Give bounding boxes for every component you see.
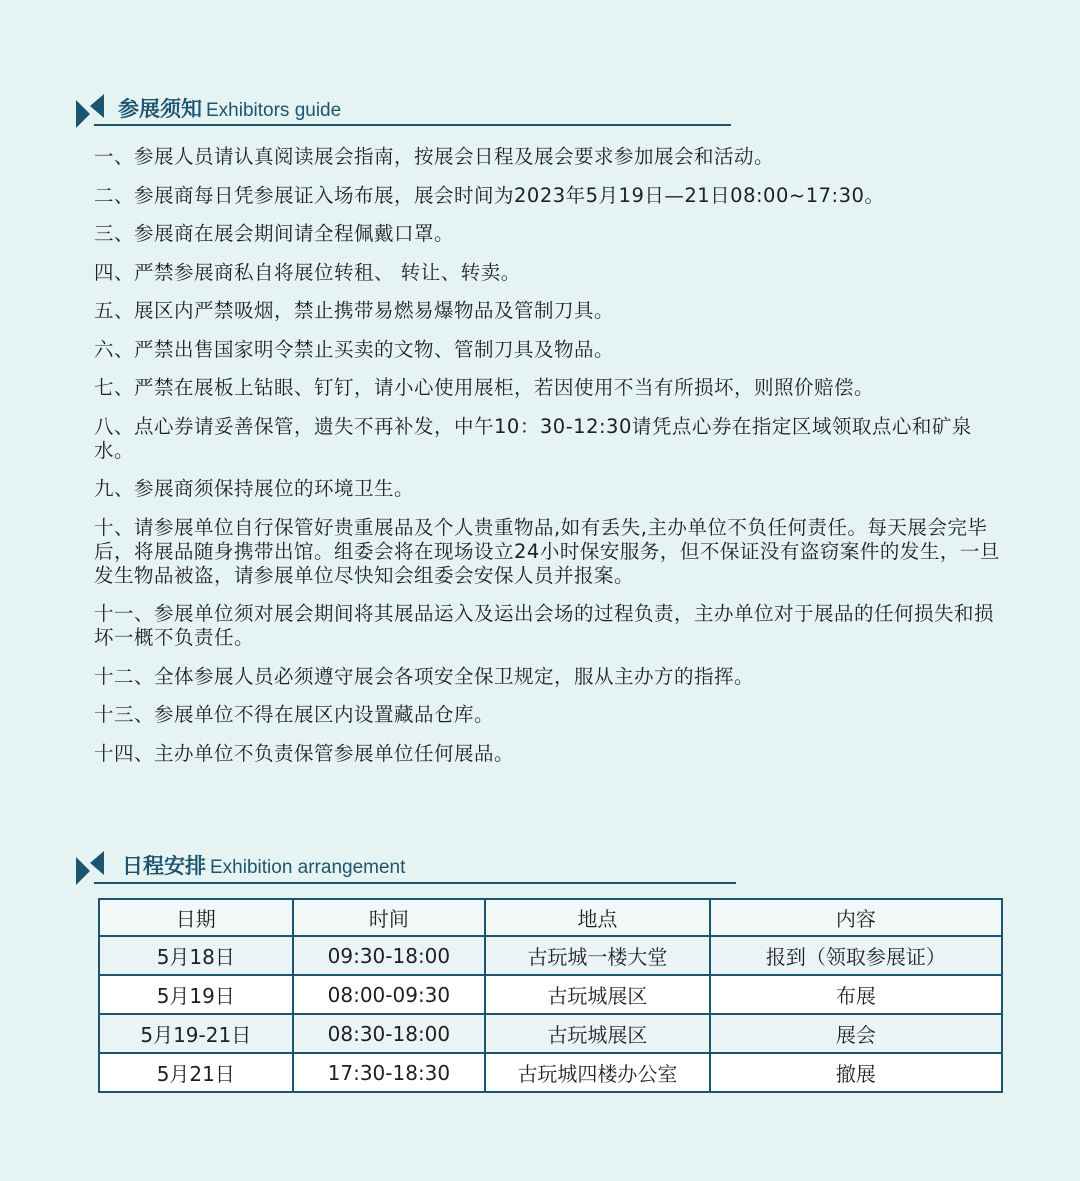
table-row <box>99 1053 1002 1092</box>
guide-section-header <box>76 94 736 128</box>
guide-title-en: Exhibitors guide <box>206 100 342 121</box>
cell-content: 布展 <box>710 975 1002 1014</box>
table-row <box>99 975 1002 1014</box>
cell-content: 撤展 <box>710 1053 1002 1092</box>
guide-rule-item: 十二、全体参展人员必须遵守展会各项安全保卫规定，服从主办方的指挥。 <box>94 664 755 688</box>
table-row <box>99 936 1002 975</box>
schedule-title-en: Exhibition arrangement <box>210 857 406 878</box>
guide-rule-item: 六、严禁出售国家明令禁止买卖的文物、管制刀具及物品。 <box>94 337 615 361</box>
cell-time: 17:30-18:30 <box>293 1053 486 1092</box>
schedule-title-zh: 日程安排 <box>122 854 206 878</box>
cell-date: 5月18日 <box>99 936 293 975</box>
cell-date: 5月19日 <box>99 975 293 1014</box>
cell-content: 报到（领取参展证） <box>710 936 1002 975</box>
cell-time: 08:00-09:30 <box>293 975 486 1014</box>
cell-date: 5月21日 <box>99 1053 293 1092</box>
guide-title-zh: 参展须知 <box>118 97 202 121</box>
guide-rule-item: 十四、主办单位不负责保管参展单位任何展品。 <box>94 741 515 765</box>
cell-location: 古玩城四楼办公室 <box>485 1053 709 1092</box>
cell-location: 古玩城一楼大堂 <box>485 936 709 975</box>
double-triangle-marker-icon <box>76 94 106 128</box>
double-triangle-marker-icon <box>76 851 106 885</box>
cell-location: 古玩城展区 <box>485 975 709 1014</box>
guide-rule-item: 十一、参展单位须对展会期间将其展品运入及运出会场的过程负责，主办单位对于展品的任何损失和损坏一概不负责任。 <box>94 602 995 649</box>
column-header-date: 日期 <box>99 899 293 936</box>
guide-rule-item: 四、严禁参展商私自将展位转租、 转让、转卖。 <box>94 260 521 284</box>
column-header-time: 时间 <box>293 899 486 936</box>
guide-rule-item: 八、点心券请妥善保管，遗失不再补发，中午10：30-12:30请凭点心券在指定区域领取点心和矿泉水。 <box>94 414 972 462</box>
guide-rule-item: 五、展区内严禁吸烟，禁止携带易燃易爆物品及管制刀具。 <box>94 299 615 322</box>
column-header-location: 地点 <box>485 899 709 936</box>
guide-rule-item: 九、参展商须保持展位的环境卫生。 <box>94 477 415 500</box>
schedule-title <box>122 851 405 883</box>
schedule-header-underline <box>94 882 736 884</box>
cell-location: 古玩城展区 <box>485 1014 709 1053</box>
cell-time: 09:30-18:00 <box>293 936 486 975</box>
guide-rules-list <box>94 145 1006 780</box>
cell-time: 08:30-18:00 <box>293 1014 486 1053</box>
table-header-row <box>99 899 1002 936</box>
column-header-content: 内容 <box>710 899 1002 936</box>
cell-content: 展会 <box>710 1014 1002 1053</box>
schedule-table <box>98 898 1003 1093</box>
schedule-section-header <box>76 851 741 885</box>
guide-rule-item: 二、参展商每日凭参展证入场布展，展会时间为2023年5月19日—21日08:00~17:30。 <box>94 183 885 207</box>
guide-rule-item: 三、参展商在展会期间请全程佩戴口罩。 <box>94 222 455 245</box>
guide-rule-item: 七、严禁在展板上钻眼、钉钉，请小心使用展柜，若因使用不当有所损坏，则照价赔偿。 <box>94 376 875 399</box>
guide-header-underline <box>94 124 731 126</box>
cell-date: 5月19-21日 <box>99 1014 293 1053</box>
guide-rule-item: 一、参展人员请认真阅读展会指南，按展会日程及展会要求参加展会和活动。 <box>94 145 775 168</box>
guide-rule-item: 十、请参展单位自行保管好贵重展品及个人贵重物品,如有丢失,主办单位不负任何责任。每天展会完毕后，将展品随身携带出馆。组委会将在现场设立24小时保安服务，但不保证没有盗窃案件的发生，一旦发生物品被盗，请参展单位尽快知会组委会安保人员并报案。 <box>94 515 1000 587</box>
table-row <box>99 1014 1002 1053</box>
guide-title <box>118 94 341 126</box>
guide-rule-item: 十三、参展单位不得在展区内设置藏品仓库。 <box>94 703 495 726</box>
